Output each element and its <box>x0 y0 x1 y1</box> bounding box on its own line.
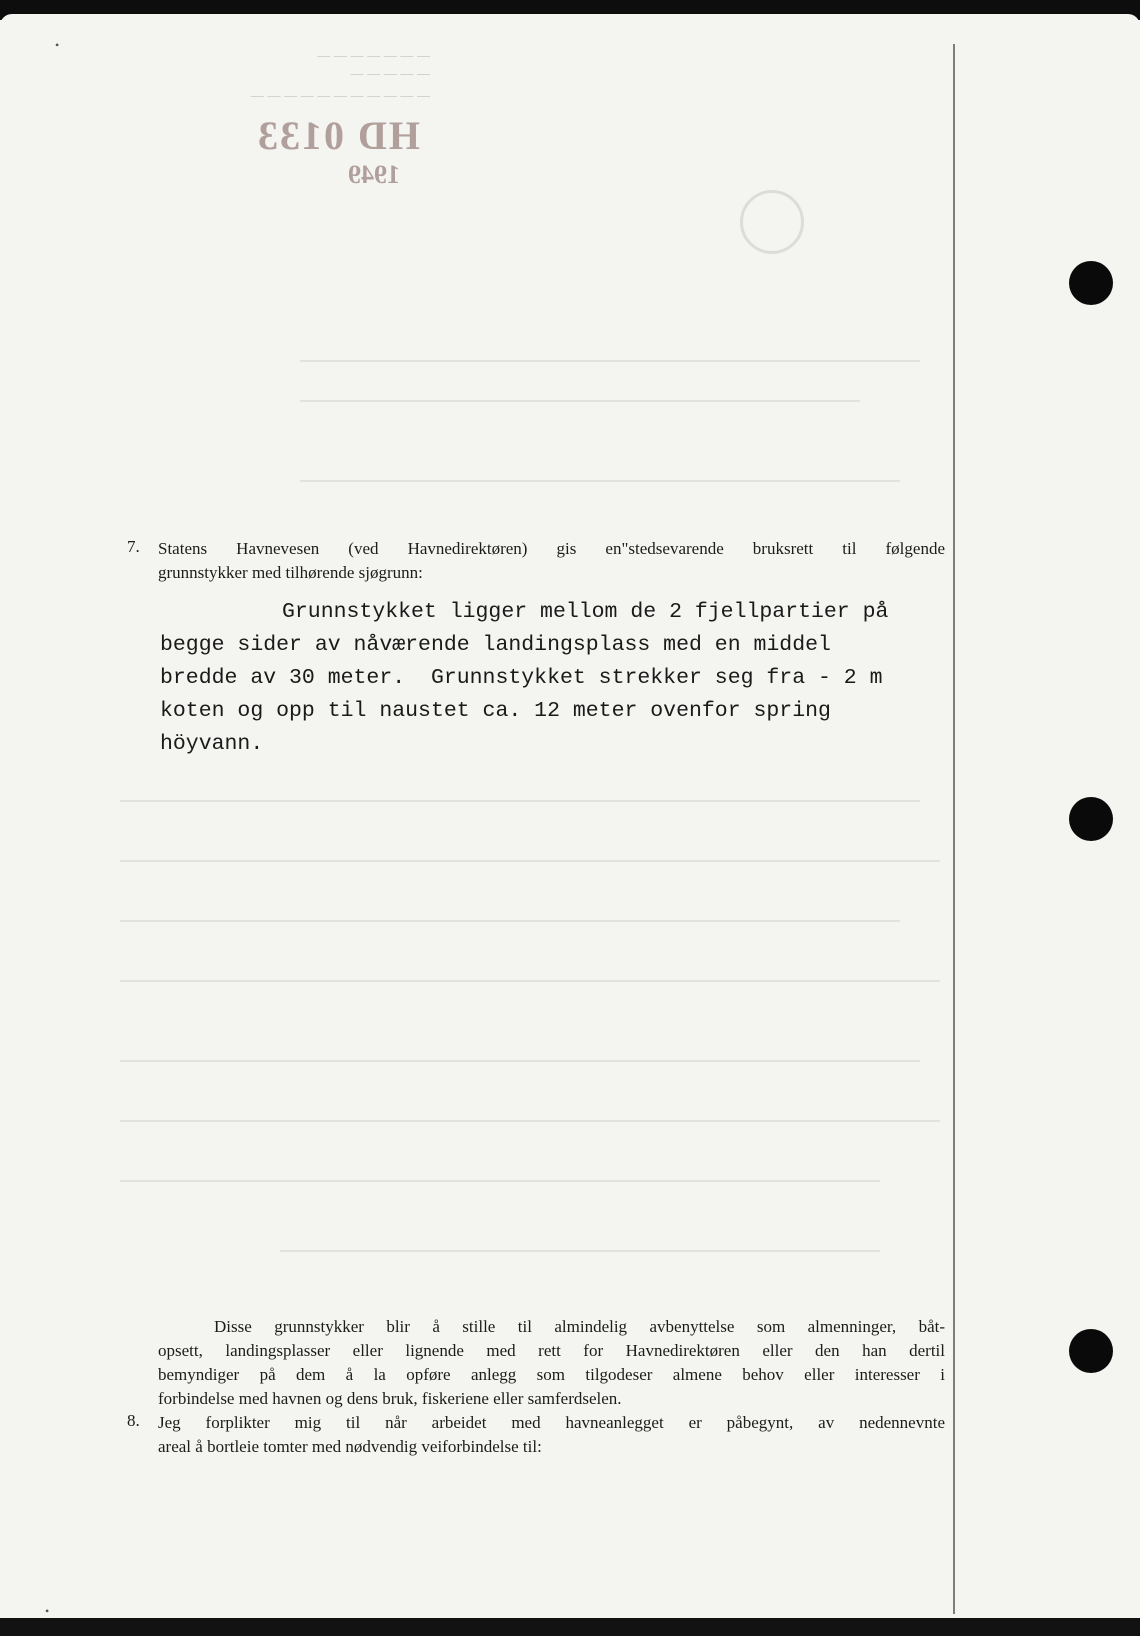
section-7-line: Statens Havnevesen (ved Havnedirektøren) gis en"stedsevarende bruksrett til følgende <box>158 539 945 558</box>
typed-line: begge sider av nåværende landingsplass med en middel <box>160 633 831 657</box>
typed-description <box>160 596 888 761</box>
section-7-line: grunnstykker med tilhørende sjøgrunn: <box>158 563 423 582</box>
show-through-mark <box>120 1120 940 1122</box>
typed-line: höyvann. <box>160 732 264 756</box>
show-through-mark <box>120 1060 920 1062</box>
show-through-mark <box>280 1250 880 1252</box>
margin-rule <box>953 44 955 1614</box>
section-8-line: areal å bortleie tomter med nødvendig veiforbindelse til: <box>158 1437 542 1456</box>
section-7-number: 7. <box>127 537 140 556</box>
margin-speck: • <box>55 38 60 52</box>
closing-line: Disse grunnstykker blir å stille til almindelig avbenyttelse som almenninger, båt- <box>214 1317 945 1336</box>
show-through-mark <box>120 920 900 922</box>
closing-line: forbindelse med havnen og dens bruk, fiskeriene eller samferdselen. <box>158 1389 622 1408</box>
stamp-faint-line: — — — — — <box>350 66 430 81</box>
typed-line: koten og opp til naustet ca. 12 meter ovenfor spring <box>160 699 831 723</box>
closing-line: opsett, landingsplasser eller lignende med rett for Havnedirektøren eller den han dertil <box>158 1341 945 1360</box>
show-through-mark <box>120 800 920 802</box>
section-8-line: Jeg forplikter mig til når arbeidet med havneanlegget er påbegynt, av nedennevnte <box>158 1413 945 1432</box>
closing-paragraph <box>158 1315 945 1411</box>
scan-bottom-border <box>0 1618 1140 1636</box>
show-through-mark <box>120 860 940 862</box>
section-8-text <box>158 1411 945 1459</box>
closing-line: bemyndiger på dem å la opføre anlegg som tilgodeser almene behov eller interesser i <box>158 1365 945 1384</box>
show-through-mark <box>120 980 940 982</box>
stamp-code: HD 0133 <box>256 113 420 158</box>
punch-hole-bottom <box>1069 1329 1113 1373</box>
typed-line: bredde av 30 meter. Grunnstykket strekker seg fra - 2 m <box>160 666 883 690</box>
section-8-number: 8. <box>127 1411 140 1430</box>
bleed-through-stamp <box>190 40 430 190</box>
show-through-mark <box>120 1180 880 1182</box>
show-through-mark <box>300 400 860 402</box>
stamp-year: 1949 <box>348 160 400 189</box>
show-through-mark <box>740 190 804 254</box>
stamp-faint-line: — — — — — — — <box>317 48 430 63</box>
punch-hole-top <box>1069 261 1113 305</box>
stamp-faint-line: — — — — — — — — — — — <box>250 88 430 103</box>
punch-hole-middle <box>1069 797 1113 841</box>
show-through-mark <box>300 360 920 362</box>
section-7-text <box>158 537 945 585</box>
margin-speck: • <box>45 1604 50 1618</box>
show-through-mark <box>300 480 900 482</box>
typed-line: Grunnstykket ligger mellom de 2 fjellpartier på <box>282 600 889 624</box>
